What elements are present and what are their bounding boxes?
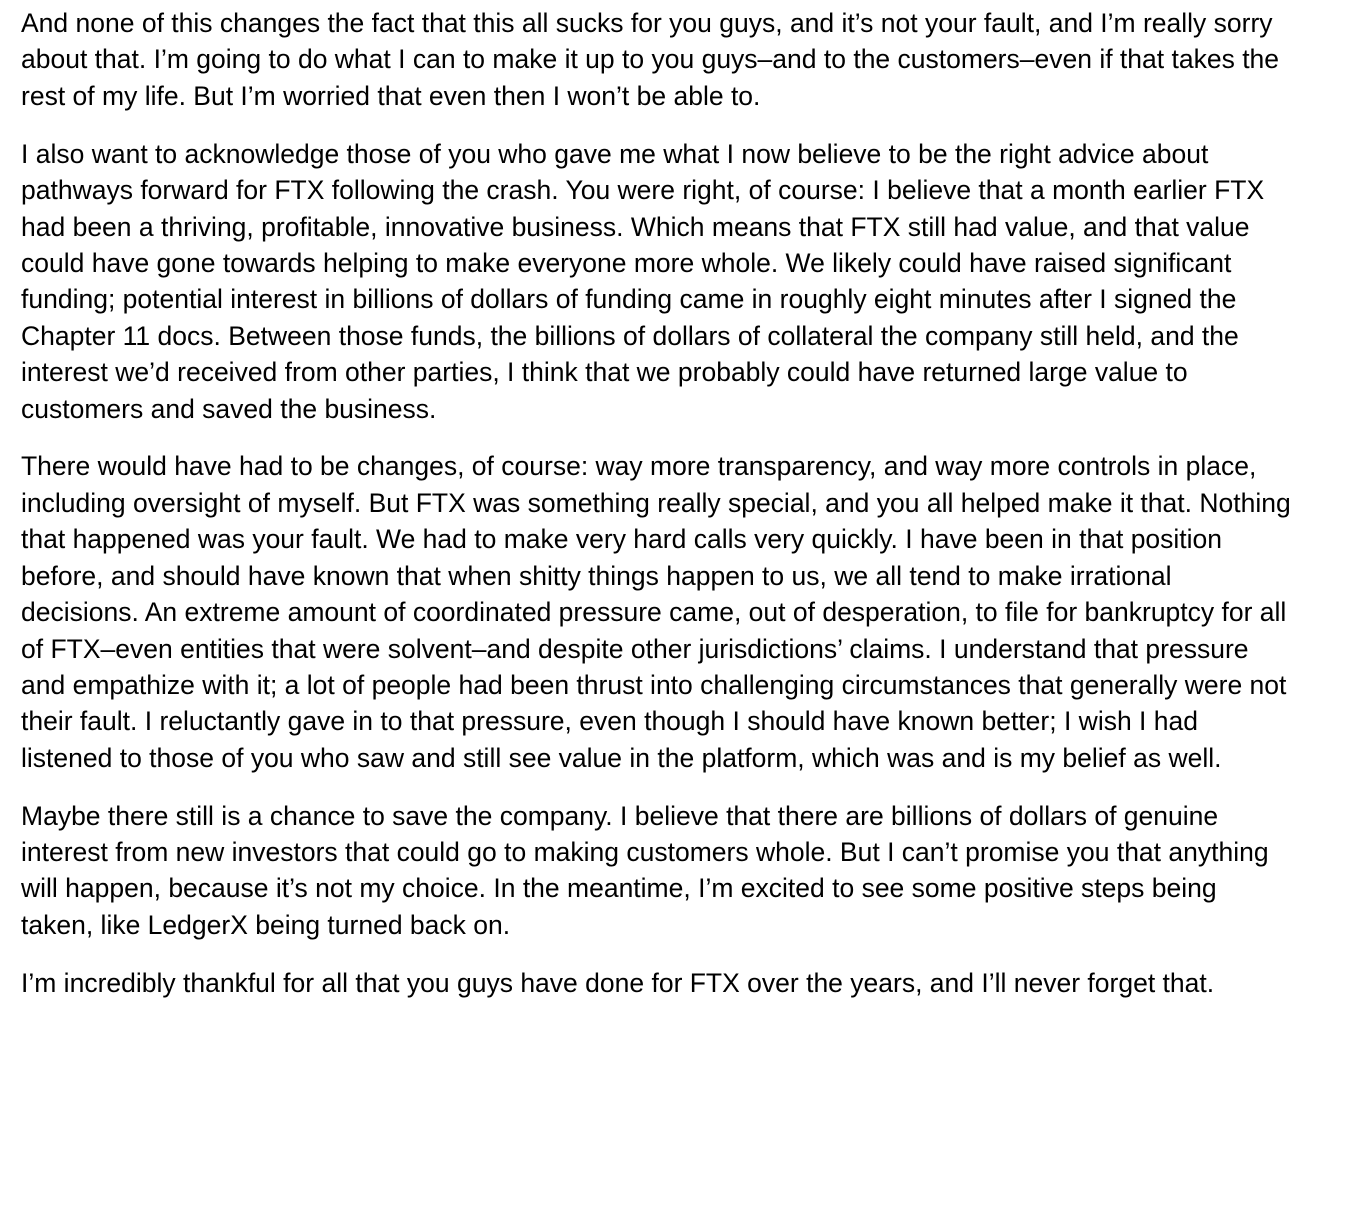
paragraph-5: I’m incredibly thankful for all that you guys have done for FTX over the years, and I’ll never forget that. [21,967,1215,998]
paragraph-2: I also want to acknowledge those of you who gave me what I now believe to be the right advice about pathways forward for FTX following the crash. You were right, of course: I believe that a month earlier FTX had been a thriving, profitable, innovative business. Which means that FTX still had value, and that value could have gone towards helping to make everyone more whole. We likely could have raised significant funding; potential interest in billions of dollars of funding came in roughly eight minutes after I signed the Chapter 11 docs. Between those funds, the billions of dollars of collateral the company still held, and the interest we’d received from other parties, I think that we probably could have returned large value to customers and saved the business. [21,138,1265,424]
paragraph-3: There would have had to be changes, of course: way more transparency, and way more controls in place, including oversight of myself. But FTX was something really special, and you all helped make it that. Nothing that happened was your fault. We had to make very hard calls very quickly. I have been in that position before, and should have known that when shitty things happen to us, we all tend to make irrational decisions. An extreme amount of coordinated pressure came, out of desperation, to file for bankruptcy for all of FTX–even entities that were solvent–and despite other jurisdictions’ claims. I understand that pressure and empathize with it; a lot of people had been thrust into challenging circumstances that generally were not their fault. I reluctantly gave in to that pressure, even though I should have known better; I wish I had listened to those of you who saw and still see value in the platform, which was and is my belief as well. [21,451,1291,773]
paragraph-1: And none of this changes the fact that this all sucks for you guys, and it’s not your fault, and I’m really sorry about that. I’m going to do what I can to make it up to you guys–and to the customers–even if that takes the rest of my life. But I’m worried that even then I won’t be able to. [21,8,1280,111]
paragraph-4: Maybe there still is a chance to save the company. I believe that there are billions of dollars of genuine interest from new investors that could go to making customers whole. But I can’t promise you that anything will happen, because it’s not my choice. In the meantime, I’m excited to see some positive steps being taken, like LedgerX being turned back on. [21,800,1269,940]
